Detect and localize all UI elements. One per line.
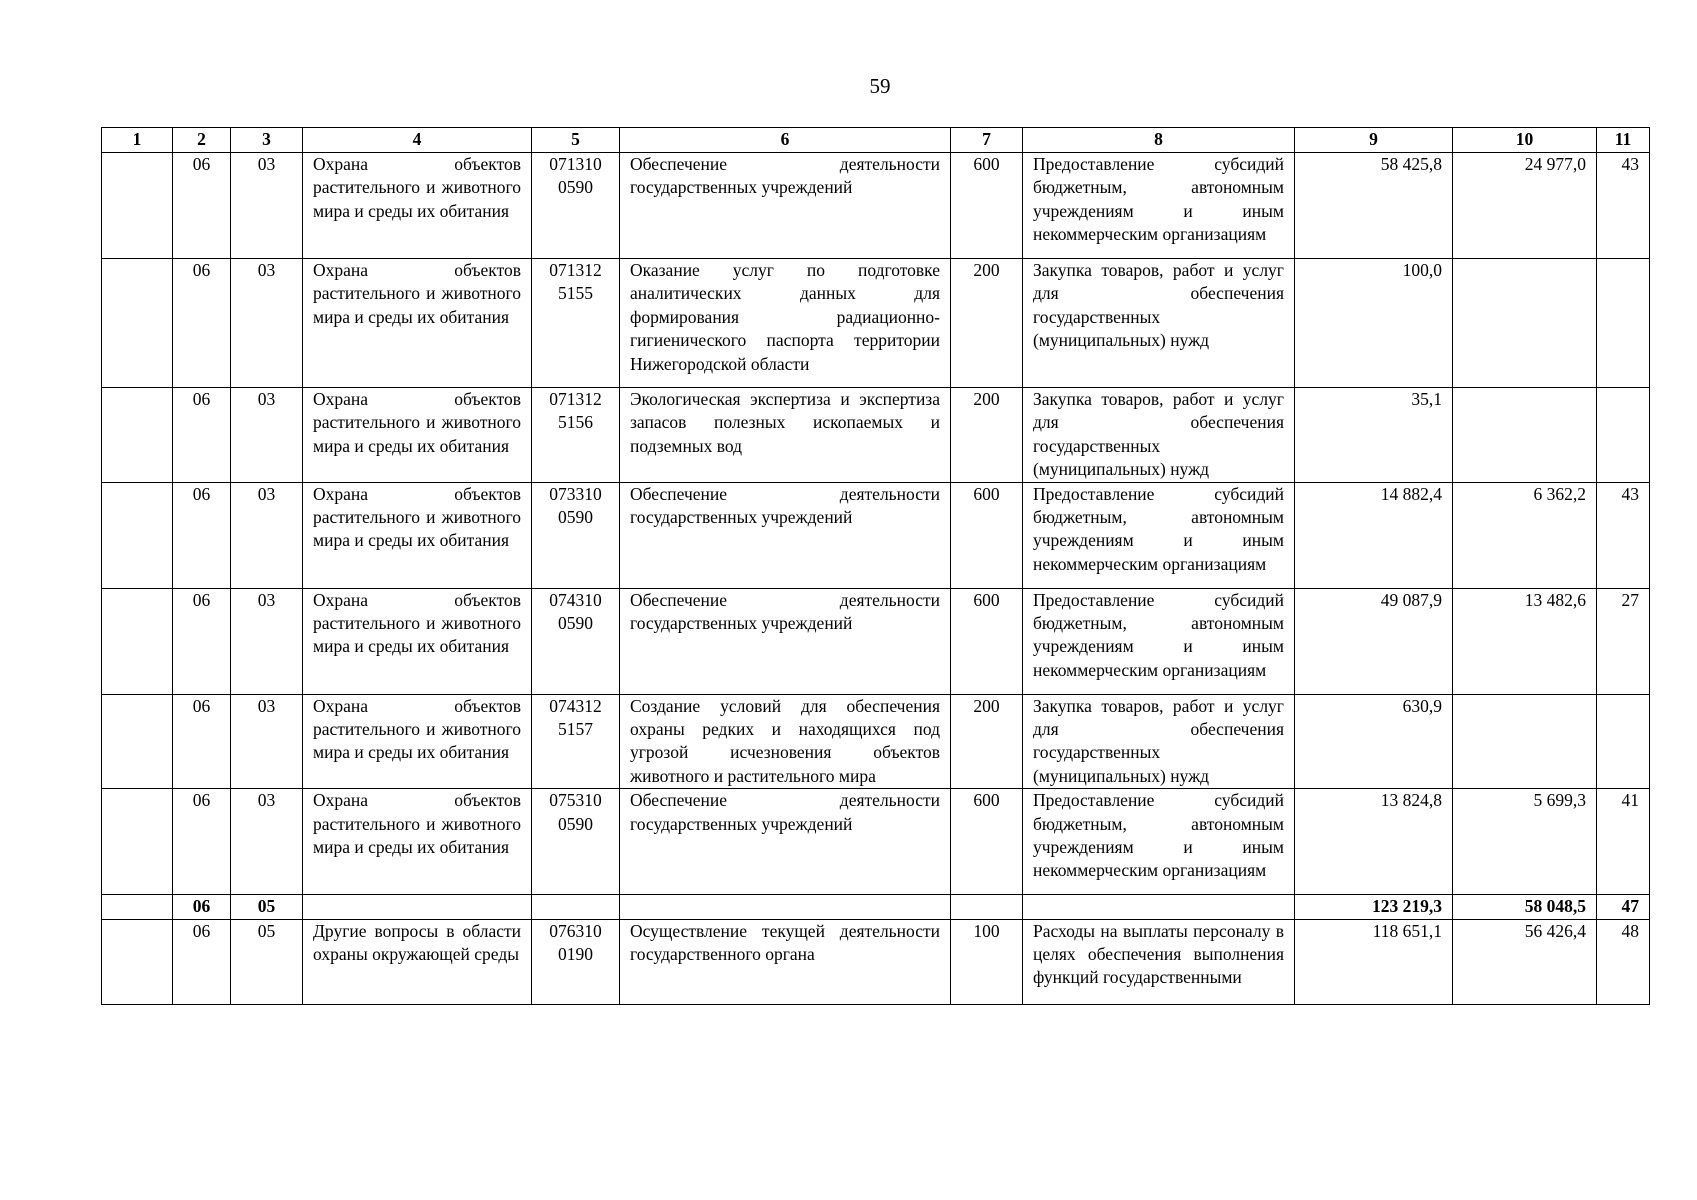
- cell-section: 06: [173, 153, 231, 259]
- column-header: 10: [1453, 128, 1597, 153]
- page-number: 59: [869, 74, 891, 98]
- cell-expense-type-name: Предоставление субсидий бюджетным, автономным учреждениям и иным некоммерческим организациям: [1023, 482, 1295, 588]
- cell-subsection-name: [303, 895, 532, 919]
- cell-target-code: 076310 0190: [532, 919, 620, 1004]
- cell-expense-type: 600: [951, 789, 1023, 895]
- cell-amount-plan: 100,0: [1295, 259, 1453, 388]
- column-header: 8: [1023, 128, 1295, 153]
- cell-percent: 41: [1597, 789, 1650, 895]
- cell-expense-name: Обеспечение деятельности государственных учреждений: [620, 588, 951, 694]
- cell-amount-plan: 630,9: [1295, 694, 1453, 789]
- cell-target-code: 071310 0590: [532, 153, 620, 259]
- cell-subsection: 03: [231, 789, 303, 895]
- cell-section: 06: [173, 919, 231, 1004]
- cell-col-1: [102, 259, 173, 388]
- cell-amount-actual: 6 362,2: [1453, 482, 1597, 588]
- cell-expense-type: [951, 895, 1023, 919]
- cell-subsection: 05: [231, 895, 303, 919]
- cell-amount-actual: 24 977,0: [1453, 153, 1597, 259]
- cell-subsection: 03: [231, 153, 303, 259]
- cell-subsection: 03: [231, 694, 303, 789]
- cell-expense-type-name: Предоставление субсидий бюджетным, автономным учреждениям и иным некоммерческим организациям: [1023, 789, 1295, 895]
- cell-percent: 43: [1597, 153, 1650, 259]
- cell-amount-actual: [1453, 388, 1597, 483]
- cell-expense-type-name: Предоставление субсидий бюджетным, автономным учреждениям и иным некоммерческим организациям: [1023, 153, 1295, 259]
- cell-subsection-name: Охрана объектов растительного и животного мира и среды их обитания: [303, 259, 532, 388]
- table-row: [102, 789, 1650, 895]
- cell-target-code: 074310 0590: [532, 588, 620, 694]
- cell-expense-type-name: [1023, 895, 1295, 919]
- column-header: 1: [102, 128, 173, 153]
- cell-target-code: [532, 895, 620, 919]
- cell-expense-name: Обеспечение деятельности государственных учреждений: [620, 789, 951, 895]
- column-header: 3: [231, 128, 303, 153]
- cell-col-1: [102, 482, 173, 588]
- cell-subsection-name: Другие вопросы в области охраны окружающей среды: [303, 919, 532, 1004]
- column-header: 4: [303, 128, 532, 153]
- cell-expense-type: 200: [951, 388, 1023, 483]
- cell-percent: 43: [1597, 482, 1650, 588]
- cell-percent: 48: [1597, 919, 1650, 1004]
- cell-percent: 47: [1597, 895, 1650, 919]
- cell-subsection: 05: [231, 919, 303, 1004]
- cell-section: 06: [173, 789, 231, 895]
- cell-expense-type: 600: [951, 482, 1023, 588]
- cell-target-code: 075310 0590: [532, 789, 620, 895]
- cell-expense-name: Создание условий для обеспечения охраны редких и находящихся под угрозой исчезновения объектов животного и растительного мира: [620, 694, 951, 789]
- cell-subsection: 03: [231, 259, 303, 388]
- column-header: 2: [173, 128, 231, 153]
- cell-amount-plan: 123 219,3: [1295, 895, 1453, 919]
- column-header: 7: [951, 128, 1023, 153]
- cell-expense-type-name: Расходы на выплаты персоналу в целях обеспечения выполнения функций государственными: [1023, 919, 1295, 1004]
- cell-subsection-name: Охрана объектов растительного и животного мира и среды их обитания: [303, 588, 532, 694]
- cell-subsection-name: Охрана объектов растительного и животного мира и среды их обитания: [303, 482, 532, 588]
- cell-expense-type-name: Закупка товаров, работ и услуг для обеспечения государственных (муниципальных) нужд: [1023, 694, 1295, 789]
- table-row: [102, 588, 1650, 694]
- cell-subsection: 03: [231, 388, 303, 483]
- cell-section: 06: [173, 694, 231, 789]
- cell-amount-plan: 14 882,4: [1295, 482, 1453, 588]
- cell-target-code: 071312 5156: [532, 388, 620, 483]
- cell-percent: [1597, 694, 1650, 789]
- column-header: 5: [532, 128, 620, 153]
- cell-amount-plan: 13 824,8: [1295, 789, 1453, 895]
- cell-col-1: [102, 588, 173, 694]
- cell-expense-type-name: Закупка товаров, работ и услуг для обеспечения государственных (муниципальных) нужд: [1023, 388, 1295, 483]
- cell-percent: [1597, 388, 1650, 483]
- cell-expense-type: 100: [951, 919, 1023, 1004]
- header-row: [102, 128, 1650, 153]
- cell-amount-actual: 13 482,6: [1453, 588, 1597, 694]
- cell-target-code: 071312 5155: [532, 259, 620, 388]
- cell-subsection-name: Охрана объектов растительного и животного мира и среды их обитания: [303, 153, 532, 259]
- cell-expense-type: 200: [951, 259, 1023, 388]
- column-header: 11: [1597, 128, 1650, 153]
- cell-expense-name: Оказание услуг по подготовке аналитических данных для формирования радиационно-гигиенического паспорта территории Нижегородской области: [620, 259, 951, 388]
- cell-expense-name: Обеспечение деятельности государственных учреждений: [620, 482, 951, 588]
- table-row: [102, 153, 1650, 259]
- cell-col-1: [102, 919, 173, 1004]
- cell-target-code: 074312 5157: [532, 694, 620, 789]
- cell-col-1: [102, 694, 173, 789]
- cell-target-code: 073310 0590: [532, 482, 620, 588]
- budget-table: [101, 127, 1650, 1005]
- cell-col-1: [102, 153, 173, 259]
- cell-section: 06: [173, 588, 231, 694]
- table-body: [102, 153, 1650, 1005]
- cell-subsection-name: Охрана объектов растительного и животного мира и среды их обитания: [303, 789, 532, 895]
- cell-amount-actual: 58 048,5: [1453, 895, 1597, 919]
- cell-section: 06: [173, 259, 231, 388]
- cell-subsection-name: Охрана объектов растительного и животного мира и среды их обитания: [303, 694, 532, 789]
- cell-amount-actual: 5 699,3: [1453, 789, 1597, 895]
- table-row: [102, 919, 1650, 1004]
- cell-section: 06: [173, 388, 231, 483]
- cell-expense-name: Обеспечение деятельности государственных учреждений: [620, 153, 951, 259]
- cell-amount-actual: 56 426,4: [1453, 919, 1597, 1004]
- table-row: [102, 259, 1650, 388]
- cell-expense-name: Экологическая экспертиза и экспертиза запасов полезных ископаемых и подземных вод: [620, 388, 951, 483]
- cell-percent: 27: [1597, 588, 1650, 694]
- cell-section: 06: [173, 895, 231, 919]
- cell-col-1: [102, 895, 173, 919]
- column-header: 9: [1295, 128, 1453, 153]
- column-header: 6: [620, 128, 951, 153]
- cell-expense-type: 200: [951, 694, 1023, 789]
- cell-amount-actual: [1453, 694, 1597, 789]
- cell-amount-plan: 49 087,9: [1295, 588, 1453, 694]
- table-row-total: [102, 895, 1650, 919]
- cell-col-1: [102, 789, 173, 895]
- cell-expense-name: [620, 895, 951, 919]
- cell-expense-type-name: Закупка товаров, работ и услуг для обеспечения государственных (муниципальных) нужд: [1023, 259, 1295, 388]
- cell-subsection-name: Охрана объектов растительного и животного мира и среды их обитания: [303, 388, 532, 483]
- cell-amount-plan: 118 651,1: [1295, 919, 1453, 1004]
- cell-expense-type: 600: [951, 588, 1023, 694]
- table-row: [102, 694, 1650, 789]
- cell-percent: [1597, 259, 1650, 388]
- cell-section: 06: [173, 482, 231, 588]
- cell-expense-type-name: Предоставление субсидий бюджетным, автономным учреждениям и иным некоммерческим организациям: [1023, 588, 1295, 694]
- cell-amount-plan: 58 425,8: [1295, 153, 1453, 259]
- cell-expense-name: Осуществление текущей деятельности государственного органа: [620, 919, 951, 1004]
- cell-amount-actual: [1453, 259, 1597, 388]
- cell-amount-plan: 35,1: [1295, 388, 1453, 483]
- cell-col-1: [102, 388, 173, 483]
- cell-subsection: 03: [231, 482, 303, 588]
- cell-subsection: 03: [231, 588, 303, 694]
- table-row: [102, 482, 1650, 588]
- table-row: [102, 388, 1650, 483]
- cell-expense-type: 600: [951, 153, 1023, 259]
